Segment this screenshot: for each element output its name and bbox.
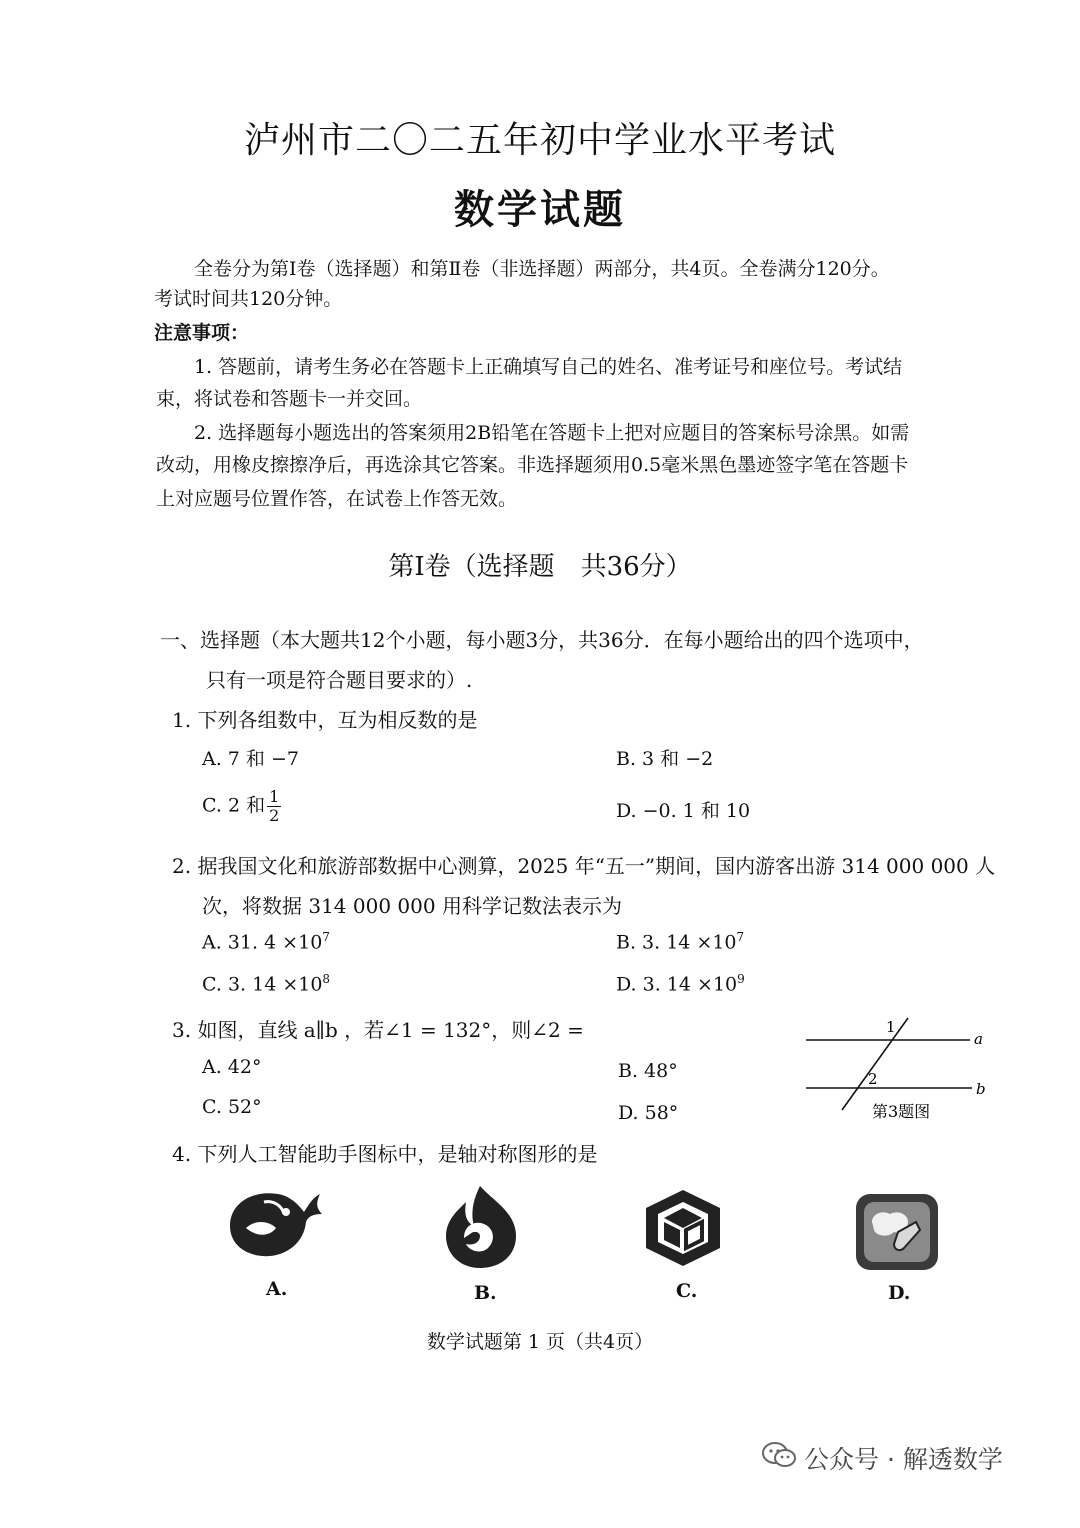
question-3-option-a: A. 42° [202, 1056, 262, 1078]
wechat-icon [762, 1441, 796, 1475]
question-1-option-a: A. 7 和 −7 [202, 748, 299, 770]
whale-logo-icon [224, 1186, 328, 1262]
question-2-option-d [616, 972, 745, 995]
exponent: 8 [322, 972, 331, 986]
question-2-option-c [202, 972, 330, 995]
question-2-option-b [616, 930, 744, 953]
question-2-stem-line-2: 次，将数据 314 000 000 用科学记数法表示为 [202, 894, 622, 918]
question-2-option-c-text: C. 3. 14 ×10 [202, 973, 323, 996]
fraction-denominator: 2 [269, 806, 280, 825]
question-1-option-c [202, 788, 281, 825]
question-3-figure [800, 1010, 1000, 1125]
question-4-option-d: D. [888, 1282, 911, 1304]
question-4-option-c: C. [676, 1280, 698, 1302]
exponent: 7 [322, 930, 330, 944]
notice-item-2-line-2: 改动，用橡皮擦擦净后，再选涂其它答案。非选择题须用0.5毫米黑色墨迹签字笔在答题卡 [156, 454, 909, 476]
notice-title: 注意事项： [154, 322, 250, 344]
swirl-logo-icon [440, 1182, 522, 1270]
exam-title: 泸州市二〇二五年初中学业水平考试 [243, 120, 836, 161]
notice-item-2-line-3: 上对应题号位置作答，在试卷上作答无效。 [156, 488, 518, 510]
intro-line-1: 全卷分为第Ⅰ卷（选择题）和第Ⅱ卷（非选择题）两部分，共4页。全卷满分120分。 [194, 258, 890, 280]
question-4-stem: 4. 下列人工智能助手图标中，是轴对称图形的是 [172, 1142, 598, 1166]
question-3-stem: 3. 如图，直线 a∥b ，若∠1 = 132°，则∠2 = [172, 1018, 584, 1042]
fraction-one-half [267, 788, 281, 825]
rounded-square-logo-icon [854, 1192, 940, 1272]
line-b-label: b [976, 1080, 986, 1098]
question-1-option-c-text: C. 2 和 [202, 794, 266, 817]
page-footer: 数学试题第 1 页（共4页） [426, 1331, 654, 1353]
question-2-option-a-text: A. 31. 4 ×10 [202, 931, 323, 954]
question-1-option-b: B. 3 和 −2 [616, 748, 714, 770]
angle-2-label: 2 [868, 1070, 878, 1088]
exponent: 9 [737, 972, 745, 986]
hexagon-cube-logo-icon [642, 1186, 724, 1270]
figure-caption: 第3题图 [872, 1102, 931, 1121]
part-instruction-line-1: 一、选择题（本大题共12个小题，每小题3分，共36分．在每小题给出的四个选项中， [160, 628, 924, 652]
intro-line-2: 考试时间共120分钟。 [154, 288, 343, 310]
question-1-stem: 1. 下列各组数中，互为相反数的是 [172, 708, 478, 732]
question-3-option-b: B. 48° [618, 1060, 678, 1082]
question-3-option-d: D. 58° [618, 1102, 679, 1124]
fraction-numerator: 1 [269, 787, 280, 806]
notice-item-1-line-2: 束，将试卷和答题卡一并交回。 [156, 388, 423, 410]
paper-subtitle: 数学试题 [454, 186, 626, 233]
part-instruction-line-2: 只有一项是符合题目要求的）. [206, 668, 473, 692]
question-2-stem-line-1: 2. 据我国文化和旅游部数据中心测算，2025 年“五一”期间，国内游客出游 314 000 000 人 [172, 854, 996, 878]
exponent: 7 [736, 930, 745, 944]
angle-1-label: 1 [886, 1018, 896, 1036]
question-3-option-c: C. 52° [202, 1096, 262, 1118]
watermark-text: 公众号 · 解透数学 [804, 1445, 1003, 1474]
question-1-option-d: D. −0. 1 和 10 [616, 800, 751, 822]
notice-item-1-line-1: 1. 答题前，请考生务必在答题卡上正确填写自己的姓名、准考证号和座位号。考试结 [194, 356, 903, 378]
question-2-option-d-text: D. 3. 14 ×10 [616, 973, 738, 996]
line-a-label: a [974, 1030, 983, 1048]
watermark [762, 1440, 1003, 1476]
question-2-option-a [202, 930, 330, 953]
section-heading: 第Ⅰ卷（选择题 共36分） [388, 552, 692, 582]
question-4-option-b: B. [474, 1282, 497, 1304]
notice-item-2-line-1: 2. 选择题每小题选出的答案须用2B铅笔在答题卡上把对应题目的答案标号涂黑。如需 [194, 422, 910, 444]
question-4-option-a: A. [266, 1278, 288, 1300]
question-2-option-b-text: B. 3. 14 ×10 [616, 931, 737, 954]
transversal-line [842, 1018, 908, 1110]
